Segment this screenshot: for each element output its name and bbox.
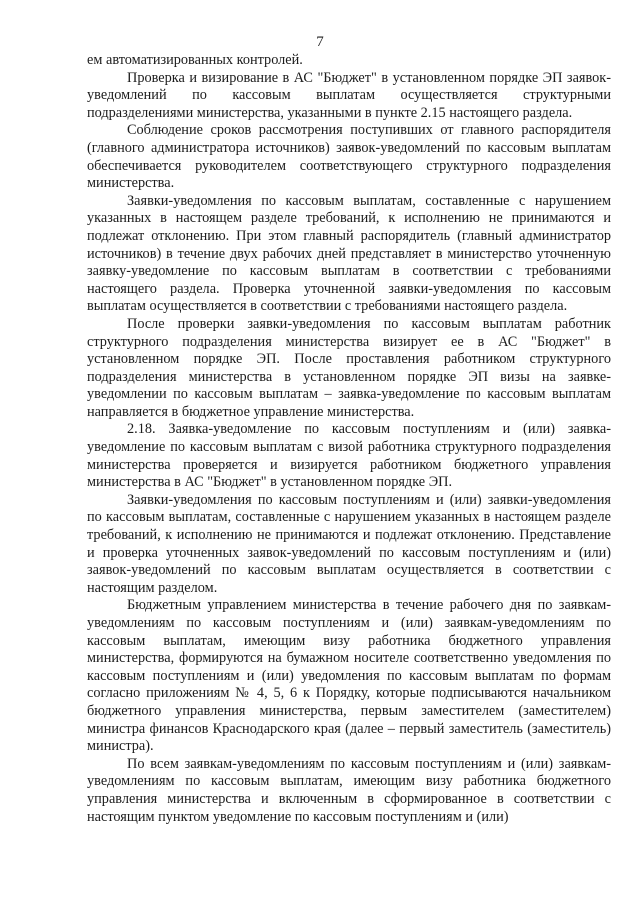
paragraph-rejected-applications: Заявки-уведомления по кассовым поступлениям и (или) заявки-уведомления по кассовым выплатам, составленные с нарушением указанных в настоящем разделе требований, к исполнению не принимаются и подлежат отклонению. Представление и проверка уточненных заявок-уведомлений по кассовым поступлениям и (или) заявок-уведомлений по кассовым выплатам осуществляется в соответствии с настоящим разделом. xyxy=(87,491,611,596)
document-body xyxy=(87,52,611,826)
paragraph-continuation: ем автоматизированных контролей. xyxy=(87,52,303,68)
paragraph-budget-department-notifications: Бюджетным управлением министерства в течение рабочего дня по заявкам-уведомлениям по кассовым поступлениям и (или) заявкам-уведомлениям по кассовым выплатам, имеющим визу работника бюджетного управления министерства, формируются на бумажном носителе соответственно уведомления по кассовым поступлениям и (или) уведомления по кассовым выплатам по формам согласно приложениям № 4, 5, 6 к Порядку, которые подписываются начальником бюджетного управления министерства, первым заместителем (заместителем) министра финансов Краснодарского края (далее – первый заместитель (заместитель) министра). xyxy=(87,597,611,755)
paragraph-after-verification: После проверки заявки-уведомления по кассовым выплатам работник структурного подразделения министерства визирует ее в АС "Бюджет" в установленном порядке ЭП. После проставления работником структурного подразделения министерства в установленном порядке ЭП визы на заявке-уведомлении по кассовым выплатам – заявка-уведомление по кассовым выплатам направляется в бюджетное управление министерства. xyxy=(87,315,611,420)
paragraph-verification-visa: Проверка и визирование в АС "Бюджет" в установленном порядке ЭП заявок-уведомлений по кассовым выплатам осуществляется структурными подразделениями министерства, указанными в пункте 2.15 настоящего раздела. xyxy=(87,69,611,121)
paragraph-rejection-rules: Заявки-уведомления по кассовым выплатам, составленные с нарушением указанных в настоящем разделе требований, к исполнению не принимаются и подлежат отклонению. При этом главный распорядитель (главный администратор источников) в течение двух рабочих дней представляет в министерство уточненную заявку-уведомление по кассовым выплатам в соответствии с требованиями настоящего раздела. Проверка уточненной заявки-уведомления по кассовым выплатам осуществляется в соответствии с требованиями настоящего раздела. xyxy=(87,192,611,315)
paragraph-review-deadlines: Соблюдение сроков рассмотрения поступивших от главного распорядителя (главного администратора источников) заявок-уведомлений по кассовым выплатам обеспечивается руководителем соответствующего структурного подразделения министерства. xyxy=(87,122,611,192)
paragraph-clause-2-18: 2.18. Заявка-уведомление по кассовым поступлениям и (или) заявка-уведомление по кассовым выплатам с визой работника структурного подразделения министерства проверяется и визируется работником бюджетного управления министерства в АС "Бюджет" в установленном порядке ЭП. xyxy=(87,421,611,491)
page-number: 7 xyxy=(316,34,324,50)
paragraph-all-applications: По всем заявкам-уведомлениям по кассовым поступлениям и (или) заявкам-уведомлениям по кассовым выплатам, имеющим визу работника бюджетного управления министерства и включенным в сформированное в соответствии с настоящим пунктом уведомление по кассовым поступлениям и (или) xyxy=(87,755,611,825)
